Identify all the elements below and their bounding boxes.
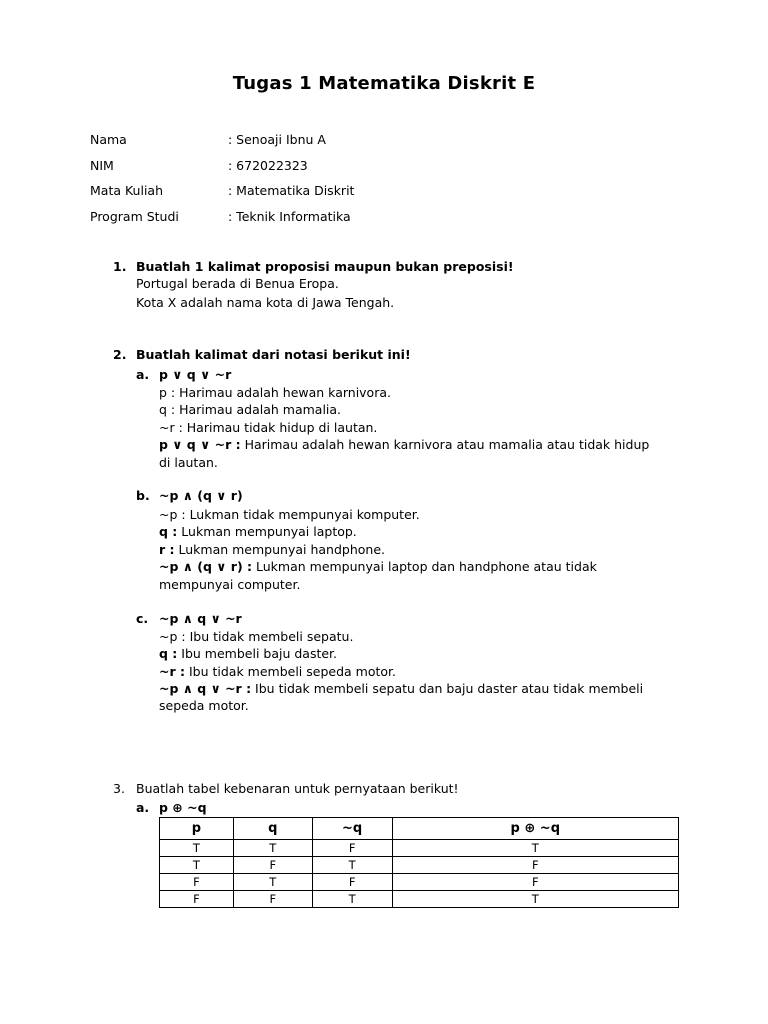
- answer-line: [159, 646, 337, 661]
- bold-notation: p ∨ q ∨ ~r :: [159, 437, 241, 452]
- info-label: NIM: [90, 158, 114, 173]
- answer-line: ~p : Lukman tidak mempunyai komputer.: [159, 507, 420, 522]
- info-label: Mata Kuliah: [90, 183, 164, 198]
- info-label: Nama: [90, 132, 127, 147]
- table-cell: T: [233, 840, 312, 857]
- table-cell: T: [312, 891, 392, 908]
- table-header-row: [160, 818, 679, 840]
- table-cell: T: [312, 857, 392, 874]
- answer-text: Ibu tidak membeli sepeda motor.: [185, 664, 396, 679]
- subquestion-letter: b.: [136, 488, 150, 503]
- answer-line: Portugal berada di Benua Eropa.: [136, 276, 339, 291]
- answer-line: Kota X adalah nama kota di Jawa Tengah.: [136, 295, 395, 310]
- answer-line: ~p : Ibu tidak membeli sepatu.: [159, 629, 354, 644]
- table-row: [160, 857, 679, 874]
- question-number: 1.: [113, 259, 127, 274]
- question-heading: Buatlah 1 kalimat proposisi maupun bukan preposisi!: [136, 259, 514, 274]
- answer-line: sepeda motor.: [159, 698, 249, 713]
- table-row: [160, 874, 679, 891]
- question-number: 3.: [113, 781, 125, 796]
- answer-line: [159, 664, 396, 679]
- info-value: : Senoaji Ibnu A: [228, 132, 326, 147]
- subquestion-letter: c.: [136, 611, 149, 626]
- answer-text: Lukman mempunyai laptop.: [177, 524, 357, 539]
- notation: ~p ∧ q ∨ ~r: [159, 611, 242, 626]
- table-cell: T: [160, 840, 234, 857]
- table-cell: F: [312, 840, 392, 857]
- notation: p ⊕ ~q: [159, 800, 207, 815]
- info-value: : Teknik Informatika: [228, 209, 351, 224]
- answer-text: Lukman mempunyai laptop dan handphone atau tidak: [252, 559, 597, 574]
- answer-line: p : Harimau adalah hewan karnivora.: [159, 385, 391, 400]
- bold-notation: q :: [159, 524, 178, 539]
- bold-notation: q :: [159, 646, 178, 661]
- table-cell: F: [312, 874, 392, 891]
- answer-line: di lautan.: [159, 455, 218, 470]
- question-heading: Buatlah tabel kebenaran untuk pernyataan berikut!: [136, 781, 459, 796]
- answer-text: Ibu membeli baju daster.: [177, 646, 338, 661]
- table-cell: F: [392, 874, 678, 891]
- answer-text: Lukman mempunyai handphone.: [174, 542, 385, 557]
- answer-line: [159, 524, 357, 539]
- answer-line: mempunyai computer.: [159, 577, 301, 592]
- bold-notation: ~p ∧ q ∨ ~r :: [159, 681, 252, 696]
- answer-line: [159, 681, 643, 696]
- table-cell: F: [233, 857, 312, 874]
- info-label: Program Studi: [90, 209, 179, 224]
- answer-line: [159, 437, 649, 452]
- info-value: : Matematika Diskrit: [228, 183, 355, 198]
- answer-line: [159, 559, 597, 574]
- table-cell: T: [233, 874, 312, 891]
- answer-line: ~r : Harimau tidak hidup di lautan.: [159, 420, 378, 435]
- bold-notation: ~r :: [159, 664, 185, 679]
- answer-text: Harimau adalah hewan karnivora atau mamalia atau tidak hidup: [240, 437, 650, 452]
- table-row: [160, 891, 679, 908]
- question-heading: Buatlah kalimat dari notasi berikut ini!: [136, 347, 411, 362]
- info-value: : 672022323: [228, 158, 308, 173]
- bold-notation: ~p ∧ (q ∨ r) :: [159, 559, 253, 574]
- column-header: q: [233, 818, 312, 840]
- answer-line: [159, 542, 385, 557]
- table-cell: F: [392, 857, 678, 874]
- bold-notation: r :: [159, 542, 175, 557]
- answer-text: Ibu tidak membeli sepatu dan baju daster atau tidak membeli: [251, 681, 644, 696]
- table-cell: T: [160, 857, 234, 874]
- truth-table: [159, 817, 679, 908]
- column-header: ~q: [312, 818, 392, 840]
- table-row: [160, 840, 679, 857]
- table-cell: T: [392, 891, 678, 908]
- table-cell: F: [233, 891, 312, 908]
- page-title: Tugas 1 Matematika Diskrit E: [232, 73, 536, 94]
- notation: p ∨ q ∨ ~r: [159, 367, 232, 382]
- notation: ~p ∧ (q ∨ r): [159, 488, 243, 503]
- subquestion-letter: a.: [136, 367, 150, 382]
- column-header: p: [160, 818, 234, 840]
- table-cell: F: [160, 874, 234, 891]
- question-number: 2.: [113, 347, 127, 362]
- column-header: p ⊕ ~q: [392, 818, 678, 840]
- answer-line: q : Harimau adalah mamalia.: [159, 402, 342, 417]
- subquestion-letter: a.: [136, 800, 150, 815]
- table-cell: T: [392, 840, 678, 857]
- table-cell: F: [160, 891, 234, 908]
